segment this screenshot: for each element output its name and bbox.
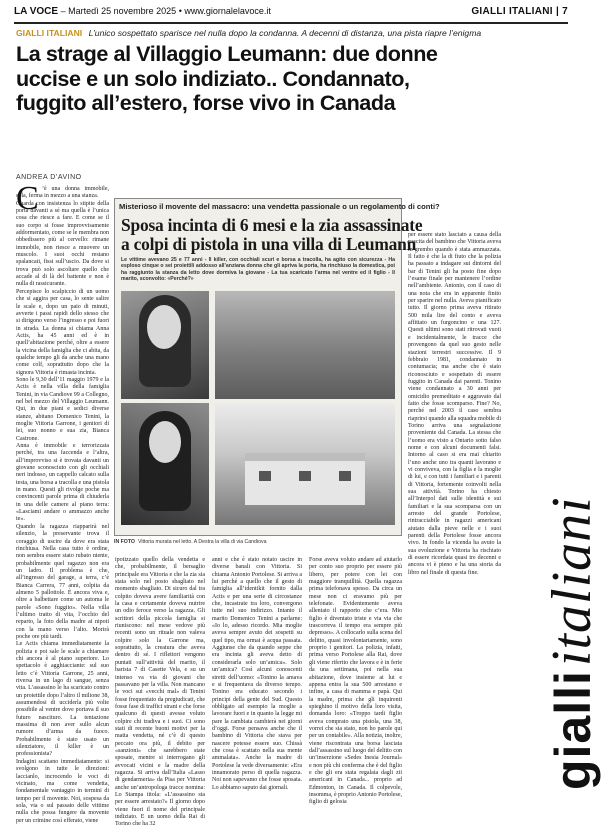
crime-scene-photo — [215, 291, 395, 399]
villa-window — [299, 471, 311, 481]
column-2 — [115, 557, 205, 828]
woman-portrait-photo — [121, 403, 209, 525]
masthead-section: GIALLI ITALIANI — [471, 6, 553, 17]
paragraph: per essere stato lasciato a causa della nascita del bambino che Vittoria aveva in grembo quando è stata ammazzata. Il fatto è che la di fiuto che la polizia ha passato a indagare sui dintorni del bar di Tenini gli ha posto fine dopo l’esame finale per mantenere l’ordine nell’ambiente. Antonio, con il caso di una nota che era in apparente finito per sparire nel nulla. Aveva pianificato tutto. Il giorno prima aveva ritirato 500 mila lire del conto e aveva affittato un furgoncino e una 127. Questi ultimi sono stati ritrovati vuoti e incidentalmente, le tracce che provengono da quel suo gesto nelle stazioni terrestri successive. Il 9 febbraio 1981, condannato in contumacia; ma anche che è stato riconosciuto e sospettato di essere fuggito in Canada dai parenti. Tonino viene condannato a 30 anni per omicidio premeditato e aggravato dal fatto che fosse scomparso. Fine? No, perché nel 2003 il caso sembra riaprirsi quando alla squadra mobile di Torino arriva una segnalazione proveniente dal Canada. La stessa che l’uomo era visto a Ontario sotto falso nome e con alcuni documenti falsi. Intorno al caso si era mai chiarito l’uno anche uno tra quanti lavorano e vi conviveva, con la figlia e la moglie di lui, e con tutti i familiari e i parenti di Vittoria, fortemente coinvolti nella sua attività. Torino ha chiesto all’Interpol dati sulle identità e sui familiari e la sua scomparsa con un arresto del grande Portolese, rintracciabile in ragazzi americani aiutato dalla pieve nelle e i suoi parenti della Portolese fosse ancora vivo. In fondo la vicenda ha avuto la sua evoluzione e Vittoria ha rischiato di essere ricordata quasi tre decenni e ancora vi è pieno e ha una storia da libro nel finale di questa fine. — [408, 232, 501, 576]
rubric-word-italiani: italiani — [541, 496, 603, 667]
paragraph: ipotizzato quello della vendetta e che, probabilmente, il bersaglio principale era Vittoria e che la zia sia stata solo nel posto sbagliato nel momento sbagliato. Di sicuro dal tra colpito dovevа avere familiarità con la casa e certamente doveva nutrire un odio feroce verso la ragazza. Gli scrittori della piccola famiglia si riuniscono: nel mese vedove più recenti sono un rituale non valeva colpire solo la Garrone ma, soprattutto, la creatura che aveva dentro di sé. I riflettori vengono puntati sull’attività del marito, il barista 7 di Casette Vela, e su un intenso va via di giovani che passavano per la villa. Non mancano le voci sui «vecchi mal» di Tenini fosse frequentato da pregiudicati, che fosse fase di traffici strani e che forse qualcuno di questi avesse voluto colpire chi tradiva e i suoi. Ci sono stati di recente buoni motivi per la matta vendetta, né c’è di questo peccato ora più, il debito per «sanzioni» che sarebbero state sposate, mentre si interrogano gli avvocati vicini e la madre della ragazza. Si arriva dall’Italia «Lasso di gendarmeria» da Pisa per Vittoria anche un’antropologa tracce nomina: Lo Stampa titola: «L’assassino sta per essere arrestato?» Il giorno dopo viene fuori il nome del principale indiziato. E un uomo della Rai di Torino che ha 32 — [115, 557, 205, 828]
masthead-brand: LA VOCE — [14, 6, 59, 17]
masthead-site[interactable]: www.giornalelavoce.it — [184, 6, 271, 16]
clipping-headline — [121, 215, 423, 254]
clipping-title: Misterioso il movente del massacro: una vendetta passionale o un regolamento di conti? — [119, 202, 440, 211]
photo-face-shape — [147, 305, 181, 349]
masthead-right — [471, 6, 568, 17]
kicker-text: L’unico sospettato sparisce nel nulla dopo la condanna. A decenni di distanza, una pista riapre l’enigma — [88, 28, 482, 38]
paragraph: Le Actis chiama immediatamente la polizia e poi sale le scale a chiamare chi ancora è al piano superiore. Lo spettacolo è agghiacciante: sul suo letto c’è Vittoria Garrone, 25 anni, riversa in un lago di sangue, senza vita. L’assassino le ha scaricato contro un proiettile dopo l’altro il milione 38, assumendosi di ucciderla più volte possibile al ventre dove portava il suo futuro nascituro. La tentazione massima di non aver sullo alcun rumore d’arma da fuoco. Probabilmente è stato usato un silenziatore, il killer è un professionista? — [16, 641, 109, 758]
rubric-word-gialli: gialli — [545, 670, 601, 790]
clipping-headline-line-1: Sposa incinta di 6 mesi e la zia assassinate — [121, 215, 423, 235]
masthead-issue: – Martedì 25 novembre 2025 — [60, 6, 177, 16]
paragraph: Percepisce lo scalpiccio di un uomo che si aggira per casa, lo sente salire le scale e, dopo un paio di minuti, avverte i passi rapidi dello stesso che si dirigono verso l’ingresso e poi fuori in strada. La donna si chiama Anna Actis, ha 45 anni ed è in quell’abitazione perché, oltre a essere la vicina della famiglia che ci abita, da qualche tempo gli da anche una mano come colf, soprattutto dopo che la signora Vittoria è rimasta incinta. — [16, 288, 109, 376]
article-headline — [16, 42, 556, 116]
masthead — [14, 6, 568, 22]
caption-label: IN FOTO — [114, 539, 135, 545]
villa-window — [339, 471, 351, 481]
masthead-sep: • — [178, 6, 185, 16]
headline-line-2: uccise e un solo indiziato.. Condannato, — [16, 65, 410, 91]
drop-cap: C — [16, 180, 39, 217]
archive-newspaper-clipping — [114, 198, 440, 536]
column-3 — [212, 557, 302, 792]
paragraph: Guarda con insistenza lo stipite della porta davanti a sé ma quella è l’unica cosa che riesce a fare. E come se il suo corpo si fosse improvvisamente addormentato, come se le membra non obbedissero più al cervello: rimane immobile, non riesce a muovere un muscolo. I suoi occhi restano spalancati, fissi sull’uscio. Da dove si trova può solo ascoltare quello che accade al di là del battente e non è nulla di rassicurante. — [16, 200, 109, 288]
article-byline: ANDREA D’AVINO — [16, 174, 82, 181]
headline-line-1: La strage al Villaggio Leumann: due donne — [16, 41, 438, 66]
villa-window — [259, 471, 271, 481]
clipping-subheadline: Le vittime avevano 25 e 77 anni - Il killer, con occhiali scuri e borsa a tracolla, ha agito con sicurezza - Ha esploso cinque o sei proiettili addosso all’anziana donna che gli apriva la porta, ha rinchiuso la domestica, poi ha raggiunto la stanza da letto dove dormiva la giovane - La tua scaricato l’arma nel ventre ed il figlio - Il marito, sconvolto: «Perché?» — [121, 257, 395, 283]
column-5 — [408, 232, 501, 792]
photo-face-shape — [149, 421, 181, 463]
headline-line-3: fuggito all’estero, forse vivo in Canada — [16, 90, 396, 115]
article-kicker — [16, 28, 566, 38]
masthead-left — [14, 6, 271, 17]
victim-portrait-photo — [121, 291, 209, 399]
column-1 — [16, 180, 109, 824]
paragraph: ’è una donna immobile, sola, ferma in mezzo a una stanza. — [16, 186, 109, 200]
kicker-section: GIALLI ITALIANI — [16, 28, 83, 38]
villa-building-shape — [245, 453, 365, 505]
clipping-headline-line-2: a colpi di pistola in una villa di Leumann — [121, 234, 417, 254]
section-rubric-vertical — [504, 420, 603, 790]
paragraph: Forse aveva voluto andare ad aiutarlo per conto suo proprio per essere più libero, per potere con lei con maggiore tranquillità. Quella ragazza prima telefonava spesso. Da circa un mese non ci eravamo più per telefonate. Evidentemente aveva allentato il rapporto che c’era. Mio figlio è diventato triste e via via che trascorreva il tempo era sempre più depresso». A collocarlo sulla scena del delitto, quasi involontariamente, sono proprio i genitori. La polizia, infatti, prima verso Portolese alla Rai, dove gli viene riferito che lavora e è in ferie da una settimana, poi nella sua abitazione, dove insieme ai lui e appena entra la sua 500 arrestano e infine, a casa di mamma e papà. Qui la madre, prima che gli inquirenti spieghino il motivo della loro visita, domanda loro: «Troppo tardi figlio aveva comprato una pistola, una 38, vorrei che sia stato, non ho parole qui per un contabile». Alla notizia, inoltre, viene riscontrata una borsa lasciata dall’assassino sul luogo del delitto con un’inserzione «Sedes Inesia Journal» e non più chi conferma che è del figlio e che gli era stata regalata dagli zii americani in Canada... proprio ad Edmonton, in Canada. Il colpevole, insomma, è proprio Antonio Portolese, figlio di gelosia — [309, 557, 402, 806]
column-4 — [309, 557, 402, 806]
page-number: | 7 — [555, 6, 568, 17]
paragraph: anni e che è stato notato uscire in diverse banali con Vittoria. Si chiama Antonio Portolese. Si arriva a lui perché a quello che il gesto di famiglia all’identikit fornito dalla Actis e per una serie di circostanze che, incastrate tra loro, convergono tutte nel suo indirizzo. Intanto il marito Domenico Tenini a parlarne: «Io lo, adesso ricordo. Mia moglie aveva sempre avuto dei sospetti su quel tipo, ma ormai è acqua passata. Aggiunse che da quando seppe che era incinta gli aveva detto di considerarla solo un’amica». Solo un’amica? Così alcuni conoscenti stretti dell’uomo: «Tonino la amava e si frequentava da diverso tempo. Tonino era educato secondo i principi della gente del Sud. Questo obbligato ad esempio la moglie a lavorare fuori e in quanto la legge mi pare la cambiata cambierà nei giorni d’oggi. Forse pensava anche che il bambino di Vittoria che stava per nascere potesse essere suo. Chissà che cosa è scattato nella sua mente ammalata». Anche la madre di Portolese la vede diversamente: «Era innamorato perso di quella ragazza. Noi non sapevamo che fosse sposata. Lo abbiamo saputo dai giornali. — [212, 557, 302, 791]
paragraph: Anna è immobile e terrorizzata perché, tra una faccenda e l’altra, all’improvviso si è trovata davanti un giovane sconosciuto con gli occhiali neri indosso, un cappello calcato sulla testa, una borsa a tracolla e una pistola in mano. Questi gli rivolge poche ma convincenti parole prima di chiuderla in una delle camere al piano terra: «Lasciami andare o ammazzo anche te». — [16, 443, 109, 523]
villa-photo — [215, 403, 395, 525]
paragraph: Indagini scattano immediatamente: si svolgono in tutte le direzioni: laccianlo, incrocendo le voci di vicinato, ma come vendetta, fondamentale vantaggio in termini di tempo per il movente. Noi, sospesa da sola, via o sul passato delle vittime nulla che possa fungere da movente per un crimine così efferato, viene — [16, 758, 109, 824]
caption-text: Vittoria murata nel letto. A Destra la villa di via Candiova — [137, 539, 267, 545]
paragraph: Quando la ragazza riapparirà nel silenzio, la preservante trova il coraggio di uscire da dove era stata rinchiusa. Nella casa tutto è ordine, non sembra essere stato rubato niente, probabilmente quel ragazzo non era un ladro. Il problema è che, all’ingresso del garage, a terra, c’è Bianca Carrera, 77 anni, colpita da almeno 5 pallottole. È ancora viva e, oltre a balbettare come un automa le parole «Sono fuggito». Nella villa l’ultimo tratto di vita, l’occhio del reparto, la foto della madre ai nipoti con la mano verso l’alto. Morirà poche ore più tardi. — [16, 523, 109, 640]
masthead-rule — [14, 22, 568, 24]
paragraph: Sono le 9,30 dell’11 maggio 1979 e la Actis è nella villa della famiglia Tenini, in via Candiove 99 a Collegno, nel bel mezzo del Villaggio Leumann. Qui, in due piani e sedici diverse stanze, abitano Domenico Tenini, la moglie Vittoria Garrone, i genitori di lei, suo nonno e sua zia, Bianca Castrone. — [16, 376, 109, 442]
rubric-text — [540, 496, 604, 790]
photo-caption — [114, 539, 402, 545]
